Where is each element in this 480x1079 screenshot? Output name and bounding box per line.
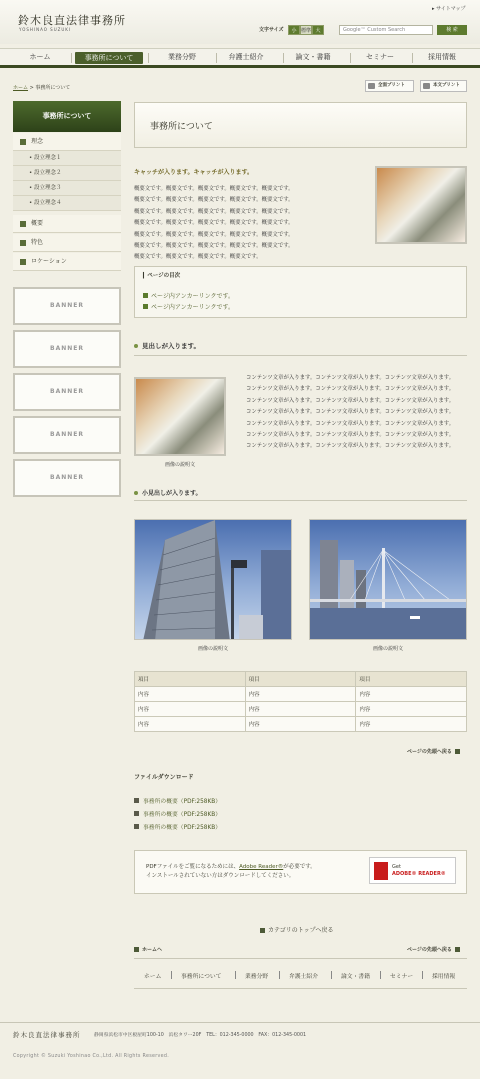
breadcrumb	[13, 84, 70, 91]
font-size-large-button[interactable]: 大	[312, 25, 324, 35]
footer-link[interactable]: セミナー	[390, 974, 414, 980]
footer-divider	[134, 958, 467, 959]
nav-separator	[71, 53, 72, 63]
table-row: 内容 内容 内容	[135, 717, 467, 732]
sidebar-subitem[interactable]: • 設立理念２	[13, 166, 121, 181]
sidebar-item-label: 理念	[31, 138, 44, 145]
file-icon	[134, 798, 139, 803]
home-link[interactable]: ホームへ	[134, 946, 162, 953]
nav-recruit[interactable]: 採用情報	[428, 53, 456, 61]
site-logo-sub: YOSHINAO SUZUKI	[19, 27, 72, 32]
search-button[interactable]: 検 索	[437, 25, 467, 35]
plus-icon	[20, 240, 26, 246]
banner[interactable]: BANNER	[13, 287, 121, 325]
arrow-up-icon	[455, 749, 460, 754]
font-size-small-button[interactable]: 小	[288, 25, 300, 35]
table-row: 内容 内容 内容	[135, 687, 467, 702]
adobe-reader-link[interactable]: Adobe Reader®	[239, 864, 284, 870]
arrow-icon	[260, 928, 265, 933]
nav-separator	[216, 53, 217, 63]
sidebar-subitem-label: 設立理念３	[34, 185, 62, 191]
table-row: 内容 内容 内容	[135, 702, 467, 717]
heading-divider	[134, 355, 467, 356]
footer-top-border	[0, 1022, 480, 1023]
subsection-heading: 小見出しが入ります。	[134, 488, 202, 497]
site-logo[interactable]: 鈴木良直法律事務所	[18, 14, 126, 27]
footer-link[interactable]: ホーム	[144, 974, 162, 980]
plus-icon	[143, 293, 148, 298]
footer-link[interactable]: 論文・書籍	[341, 974, 370, 980]
print-all-button[interactable]	[365, 80, 414, 92]
banner[interactable]: BANNER	[13, 373, 121, 411]
banner[interactable]: BANNER	[13, 459, 121, 497]
printer-icon	[368, 83, 375, 89]
summary-text: 概要文です。概要文です。概要文です。概要文です。概要文です。 概要文です。概要文です。概要文です。概要文です。概要文です。 概要文です。概要文です。概要文です。概要文です。概要文です。 概要文です。概要文です。概要文です。概要文です。概要文です。 概要文です。概要文です。概要文です。概要文です。概要文です。 概要文です。概要文です。概要文です。概要文です。概要文です。 概要文です。概要文です。概要文です。概要文です。	[134, 186, 294, 261]
bullet-icon	[134, 344, 138, 348]
arrow-up-icon	[455, 947, 460, 952]
download-title: ファイルダウンロード	[134, 774, 194, 781]
copyright: Copyright © Suzuki Yoshinao Co.,Ltd. All Rights Reserved.	[13, 1054, 170, 1059]
sidebar-item-label: 特色	[31, 239, 44, 246]
nav-home[interactable]: ホーム	[29, 53, 51, 61]
breadcrumb-current: 事務所について	[35, 85, 71, 91]
toc-title: ▎ページの目次	[143, 273, 181, 279]
adobe-icon	[374, 862, 388, 880]
footer-nav	[134, 965, 467, 987]
sidebar-item-label: 概要	[31, 220, 44, 227]
nav-practice[interactable]: 業務分野	[168, 53, 196, 61]
catch-copy: キャッチが入ります。キャッチが入ります。	[134, 169, 254, 176]
footer-divider	[134, 988, 467, 989]
download-link[interactable]: 事務所の概要（PDF:258KB）	[134, 796, 221, 805]
building-photo	[134, 519, 292, 640]
footer-link[interactable]: 採用情報	[432, 974, 456, 980]
document-photo	[375, 166, 467, 244]
plus-icon	[20, 221, 26, 227]
nav-papers[interactable]: 論文・書籍	[295, 53, 331, 61]
sidebar-subitem-label: 設立理念４	[34, 200, 62, 206]
search-input[interactable]: Google™ Custom Search	[339, 25, 433, 35]
pdf-note-line2: インストールされていない方はダウンロードしてください。	[146, 873, 295, 879]
sidebar-item-label: ロケーション	[31, 258, 67, 265]
footer-separator	[235, 971, 236, 979]
nav-separator	[283, 53, 284, 63]
footer-address: 静岡県浜松市中区板屋町100-10 浜松タワー20F TEL：012-345-0000 FAX：012-345-0001	[94, 1033, 307, 1038]
nav-separator	[412, 53, 413, 63]
sidebar-subitem-label: 設立理念２	[34, 170, 62, 176]
download-link[interactable]: 事務所の概要（PDF:258KB）	[134, 822, 221, 831]
sitemap-link[interactable]: ▸ サイトマップ	[432, 6, 466, 12]
sidebar-subitem[interactable]: • 設立理念３	[13, 181, 121, 196]
table-header-row: 項目 項目 項目	[135, 672, 467, 687]
data-table	[134, 671, 467, 732]
heading-divider	[134, 500, 467, 501]
page-top-link[interactable]: ページの先頭へ戻る	[407, 748, 460, 755]
plus-icon	[143, 304, 148, 309]
banner[interactable]: BANNER	[13, 330, 121, 368]
content-text: コンテンツ文章が入ります。コンテンツ文章が入ります。コンテンツ文章が入ります。 コンテンツ文章が入ります。コンテンツ文章が入ります。コンテンツ文章が入ります。 コンテンツ文章が入ります。コンテンツ文章が入ります。コンテンツ文章が入ります。 コンテンツ文章が入ります。コンテンツ文章が入ります。コンテンツ文章が入ります。 コンテンツ文章が入ります。コンテンツ文章が入ります。コンテンツ文章が入ります。 コンテンツ文章が入ります。コンテンツ文章が入ります。コンテンツ文章が入ります。 コンテンツ文章が入ります。コンテンツ文章が入ります。コンテンツ文章が入ります。	[246, 375, 455, 450]
arrow-left-icon	[134, 947, 139, 952]
footer-link[interactable]: 事務所について	[181, 974, 222, 980]
download-link[interactable]: 事務所の概要（PDF:258KB）	[134, 809, 221, 818]
image-caption: 画像の説明文	[372, 646, 403, 652]
breadcrumb-home[interactable]: ホーム	[13, 85, 29, 91]
global-nav	[0, 48, 480, 68]
sidebar-title[interactable]: 事務所について	[13, 101, 121, 132]
page-title: 事務所について	[150, 122, 213, 132]
footer-link[interactable]: 業務分野	[245, 974, 269, 980]
nav-separator	[148, 53, 149, 63]
footer-separator	[331, 971, 332, 979]
bridge-photo	[309, 519, 467, 640]
font-size-label: 文字サイズ	[259, 27, 284, 33]
image-caption: 画像の説明文	[197, 646, 228, 652]
footer-firm-name: 鈴木良直法律事務所	[13, 1031, 81, 1039]
page-top-link[interactable]: ページの先頭へ戻る	[407, 946, 460, 953]
print-body-label: 本文プリント	[433, 83, 460, 88]
plus-icon	[20, 259, 26, 265]
section-heading: 見出しが入ります。	[134, 341, 200, 350]
plus-icon	[20, 139, 26, 145]
font-size-medium-button[interactable]: 標準	[300, 25, 312, 35]
bullet-icon	[134, 491, 138, 495]
banner[interactable]: BANNER	[13, 416, 121, 454]
sidebar-subitem-label: 設立理念１	[34, 155, 62, 161]
pdf-note-line1: PDFファイルをご覧になるためには、Adobe Reader®が必要です。	[146, 864, 316, 870]
document-photo	[134, 377, 226, 456]
image-caption: 画像の説明文	[164, 462, 195, 468]
footer-separator	[279, 971, 280, 979]
sidebar-item-location[interactable]	[13, 253, 121, 271]
category-top-link[interactable]: カテゴリのトップへ戻る	[260, 925, 333, 934]
toc-link[interactable]: ページ内アンカーリンクです。	[143, 291, 234, 300]
footer-separator	[422, 971, 423, 979]
toc-link[interactable]: ページ内アンカーリンクです。	[143, 302, 234, 311]
breadcrumb-separator: >	[29, 85, 34, 91]
sidebar-item-philosophy[interactable]	[13, 133, 121, 151]
nav-seminar[interactable]: セミナー	[366, 53, 394, 61]
nav-about[interactable]: 事務所について	[75, 52, 143, 64]
print-all-label: 全面プリント	[378, 83, 405, 88]
print-body-button[interactable]	[420, 80, 467, 92]
file-icon	[134, 824, 139, 829]
sidebar-subitem[interactable]: • 設立理念１	[13, 151, 121, 166]
footer-separator	[380, 971, 381, 979]
sidebar-item-overview[interactable]	[13, 215, 121, 233]
file-icon	[134, 811, 139, 816]
footer-separator	[171, 971, 172, 979]
get-adobe-reader-badge[interactable]: Get ADOBE® READER®	[369, 857, 456, 884]
printer-icon	[423, 83, 430, 89]
sidebar-item-features[interactable]	[13, 234, 121, 252]
footer-link[interactable]: 弁護士紹介	[289, 974, 318, 980]
nav-lawyers[interactable]: 弁護士紹介	[228, 53, 264, 61]
sidebar-subitem[interactable]: • 設立理念４	[13, 196, 121, 211]
nav-separator	[350, 53, 351, 63]
